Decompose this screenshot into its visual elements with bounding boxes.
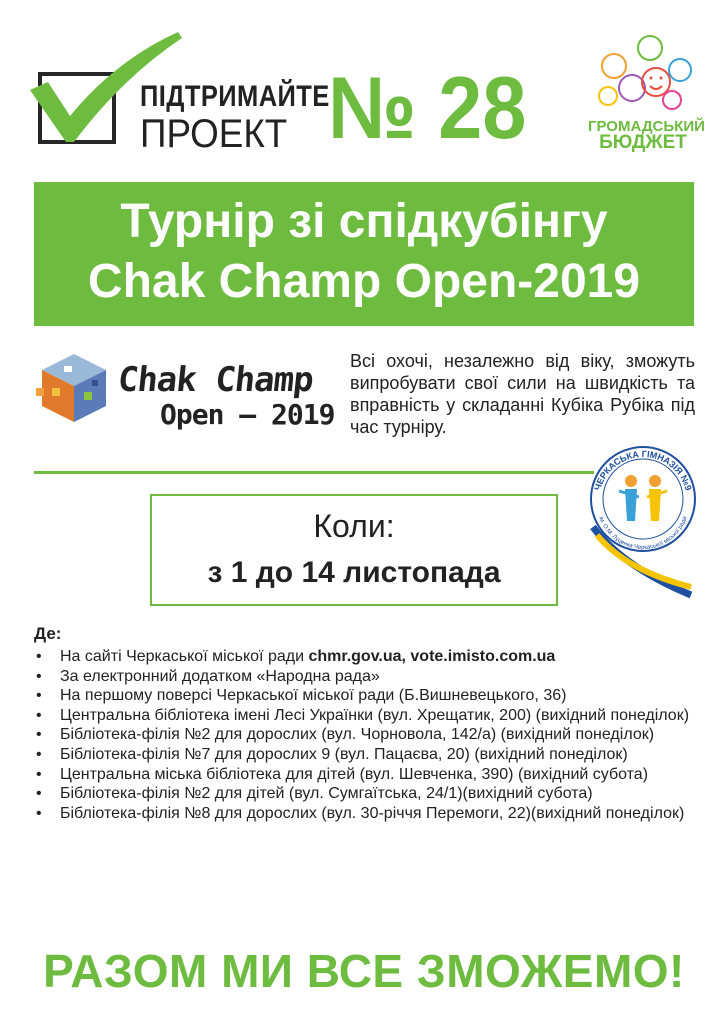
budget-label-line1: ГРОМАДСЬКИЙ: [588, 118, 705, 135]
slogan: РАЗОМ МИ ВСЕ ЗМОЖЕМО!: [43, 945, 685, 997]
seal-bottom-text: ім. О.М. Луценка Черкаської міської ради: [597, 515, 689, 551]
project-number: № 28: [328, 58, 527, 157]
event-description: Всі охочі, незалежно від віку, зможуть випробувати свої сили на швидкість та вправність у складанні Кубіка Рубіка під час турніру.: [350, 351, 695, 437]
project-text: ПРОЕКТ: [140, 112, 288, 156]
where-heading: Де:: [34, 624, 62, 643]
list-item: • Бібліотека-філія №8 для дорослих (вул. 30-річчя Перемоги, 22)(вихідний понеділок): [34, 804, 704, 824]
list-item: [34, 647, 704, 667]
when-value: з 1 до 14 листопада: [207, 556, 501, 589]
list-item: • Центральна бібліотека імені Лесі Українки (вул. Хрещатик, 200) (вихідний понеділок): [34, 706, 704, 726]
budget-faces-logo: [588, 30, 698, 120]
list-item: • Бібліотека-філія №2 для дітей (вул. Сумгаїтська, 24/1)(вихідний субота): [34, 784, 704, 804]
budget-label-line2: БЮДЖЕТ: [599, 132, 687, 153]
event-logo-line2: Open – 2019: [160, 398, 335, 431]
divider: [34, 471, 594, 474]
list-item: • За електронний додатком «Народна рада»: [34, 667, 704, 687]
rubiks-cube-icon: [34, 348, 114, 428]
location-text: На сайті Черкаської міської ради: [60, 648, 309, 665]
title-line1: Турнір зі спідкубінгу: [120, 195, 608, 248]
list-item: • Центральна міська бібліотека для дітей (вул. Шевченка, 390) (вихідний субота): [34, 765, 704, 785]
gymnasium-seal: [583, 437, 701, 599]
support-text: ПІДТРИМАЙТЕ: [140, 80, 330, 113]
list-item: • На першому поверсі Черкаської міської ради (Б.Вишневецького, 36): [34, 686, 704, 706]
list-item: • Бібліотека-філія №7 для дорослих 9 (вул. Пацаєва, 20) (вихідний понеділок): [34, 745, 704, 765]
event-logo-line1: Chak Champ: [115, 360, 315, 400]
locations-list: [34, 647, 704, 823]
location-websites: chmr.gov.ua, vote.imisto.com.ua: [308, 648, 556, 665]
list-item: • Бібліотека-філія №2 для дорослих (вул. Чорновола, 142/а) (вихідний понеділок): [34, 725, 704, 745]
seal-top-text: ЧЕРКАСЬКА ГІМНАЗІЯ №9: [592, 448, 694, 492]
when-label: Коли:: [313, 508, 395, 544]
title-line2: Chak Champ Open-2019: [87, 255, 641, 308]
